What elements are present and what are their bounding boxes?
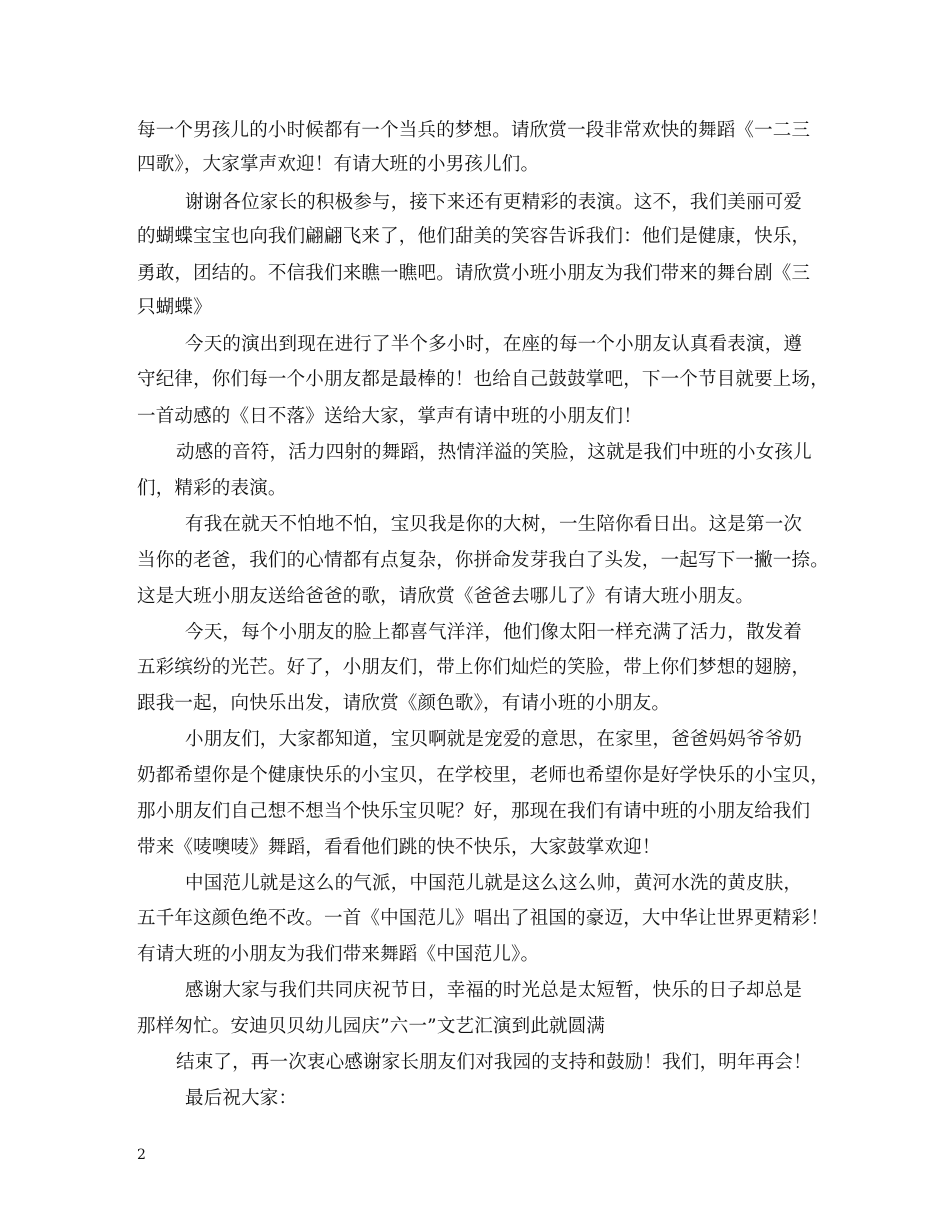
text-line: 的蝴蝶宝宝也向我们翩翩飞来了，他们甜美的笑容告诉我们：他们是健康，快乐，	[137, 226, 811, 247]
text-line: 跟我一起，向快乐出发，请欣赏《颜色歌》，有请小班的小朋友。	[137, 693, 671, 714]
text-line: 勇敢，团结的。不信我们来瞧一瞧吧。请欣赏小班小朋友为我们带来的舞台剧《三	[137, 263, 811, 284]
text-line: 那小朋友们自己想不想当个快乐宝贝呢？好，那现在我们有请中班的小朋友给我们	[137, 801, 811, 822]
text-line: 中国范儿就是这么的气派，中国范儿就是这么这么帅，黄河水洗的黄皮肤，	[185, 873, 803, 894]
text-line: 这是大班小朋友送给爸爸的歌，请欣赏《爸爸去哪儿了》有请大班小朋友。	[137, 586, 755, 607]
text-line: 守纪律，你们每一个小朋友都是最棒的！也给自己鼓鼓掌吧，下一个节目就要上场，	[137, 369, 829, 390]
text-line: 当你的老爸，我们的心情都有点复杂，你拼命发芽我白了头发，一起写下一撇一捺。	[137, 550, 829, 571]
text-line: 四歌》，大家掌声欢迎！有请大班的小男孩儿们。	[137, 154, 540, 175]
text-line: 感谢大家与我们共同庆祝节日，幸福的时光总是太短暂，快乐的日子却总是	[185, 980, 803, 1001]
text-line: 们，精彩的表演。	[137, 478, 287, 499]
text-line: 谢谢各位家长的积极参与，接下来还有更精彩的表演。这不，我们美丽可爱	[185, 192, 803, 213]
text-line: 只蝴蝶》	[137, 297, 212, 318]
text-line: 五千年这颜色绝不改。一首《中国范儿》唱出了祖国的豪迈，大中华让世界更精彩！	[137, 908, 829, 929]
text-line: 有请大班的小朋友为我们带来舞蹈《中国范儿》。	[137, 944, 540, 965]
text-line: 动感的音符，活力四射的舞蹈，热情洋溢的笑脸，这就是我们中班的小女孩儿	[176, 442, 812, 463]
text-line: 奶都希望你是个健康快乐的小宝贝，在学校里，老师也希望你是好学快乐的小宝贝，	[137, 765, 829, 786]
text-line: 小朋友们，大家都知道，宝贝啊就是宠爱的意思，在家里，爸爸妈妈爷爷奶	[185, 729, 803, 750]
page-number: 2	[137, 1147, 146, 1163]
text-line: 五彩缤纷的光芒。好了，小朋友们，带上你们灿烂的笑脸，带上你们梦想的翅膀，	[137, 657, 811, 678]
text-line: 今天，每个小朋友的脸上都喜气洋洋，他们像太阳一样充满了活力，散发着	[185, 622, 803, 643]
text-line: 今天的演出到现在进行了半个多小时，在座的每一个小朋友认真看表演，遵	[185, 334, 803, 355]
text-line: 带来《唛噢唛》舞蹈，看看他们跳的快不快乐，大家鼓掌欢迎！	[137, 837, 661, 858]
text-line: 那样匆忙。安迪贝贝幼儿园庆”六一”文艺汇演到此就圆满	[137, 1016, 606, 1037]
text-line: 一首动感的《日不落》送给大家，掌声有请中班的小朋友们！	[137, 406, 642, 427]
text-line: 每一个男孩儿的小时候都有一个当兵的梦想。请欣赏一段非常欢快的舞蹈《一二三	[137, 120, 811, 141]
text-line: 结束了，再一次衷心感谢家长朋友们对我园的支持和鼓励！我们，明年再会！	[176, 1052, 812, 1073]
text-line: 最后祝大家：	[185, 1088, 298, 1109]
text-line: 有我在就天不怕地不怕，宝贝我是你的大树，一生陪你看日出。这是第一次	[185, 514, 803, 535]
